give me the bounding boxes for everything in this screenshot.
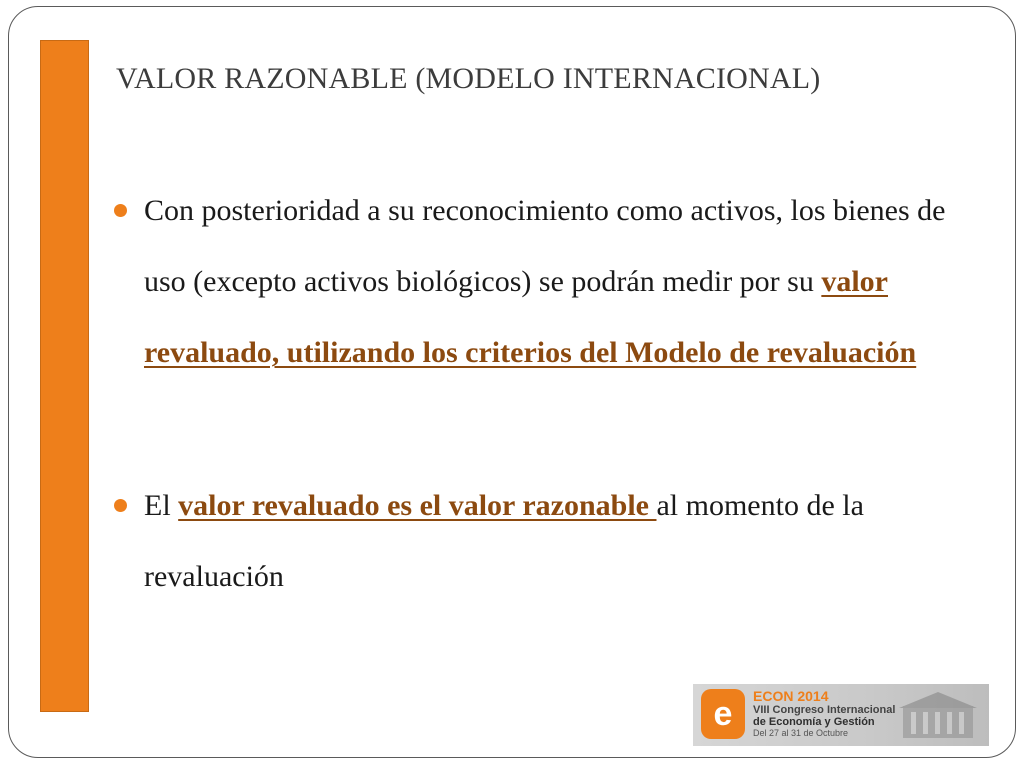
bullet-2-text-after: al momento de la revaluación — [144, 489, 864, 593]
econ-2014-logo — [693, 684, 989, 746]
bullet-2-emphasis: valor revaluado es el valor razonable — [178, 489, 657, 522]
accent-bar — [40, 40, 89, 712]
bullet-2-text: El — [144, 489, 179, 522]
logo-subject-line: de Economía y Gestión — [753, 716, 875, 728]
building-icon — [893, 688, 983, 742]
econ-emblem-icon: e — [701, 689, 745, 739]
logo-congress-line: VIII Congreso Internacional — [753, 704, 896, 716]
slide-title: VALOR RAZONABLE (MODELO INTERNACIONAL) — [116, 62, 821, 95]
bullet-dot-icon — [114, 204, 127, 217]
logo-event-name: ECON 2014 — [753, 688, 829, 704]
logo-dates-line: Del 27 al 31 de Octubre — [753, 728, 849, 738]
bullet-1-emphasis: valor revaluado, utilizando los criterios del Modelo de revaluación — [144, 265, 917, 369]
bullet-1-text: Con posterioridad a su reconocimiento como activos, los bienes de uso (excepto activos biológicos) se podrán medir por su — [144, 194, 946, 298]
bullet-item-1 — [144, 175, 964, 388]
bullet-item-2 — [144, 470, 964, 612]
bullet-dot-icon — [114, 499, 127, 512]
